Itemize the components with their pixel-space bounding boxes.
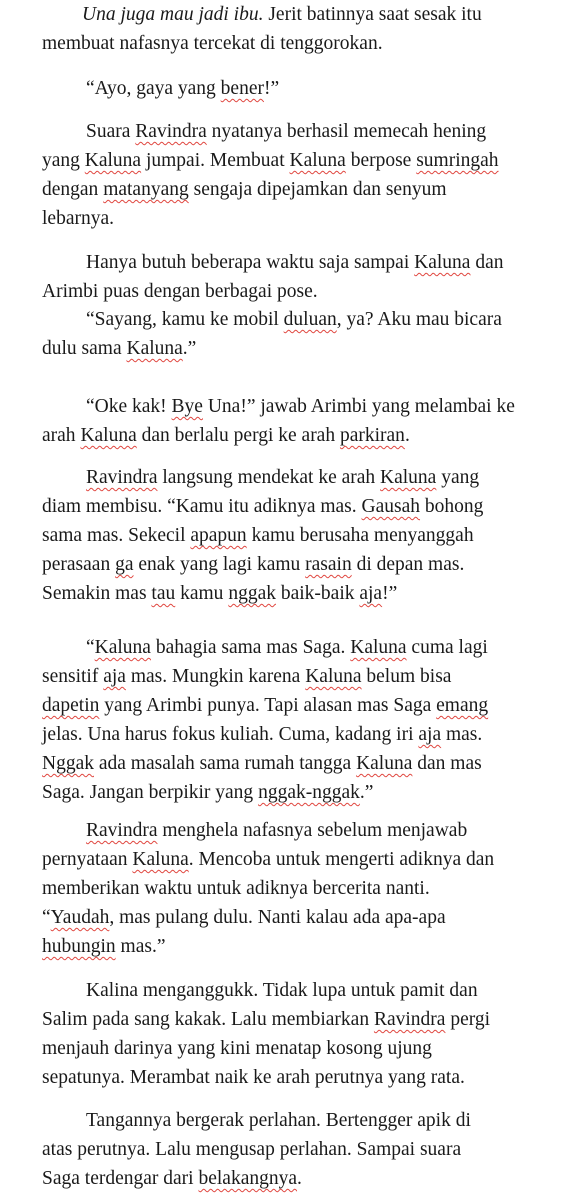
spellcheck-flagged-word: tau xyxy=(151,583,176,604)
text-run: dan mas xyxy=(412,753,482,774)
text-line xyxy=(42,633,488,662)
text-run: perasaan xyxy=(42,554,116,575)
spellcheck-flagged-word: Kaluna xyxy=(380,467,437,488)
text-line xyxy=(42,1034,490,1063)
text-line xyxy=(42,463,483,492)
text-run: dengan xyxy=(42,179,104,200)
text-line xyxy=(42,816,494,845)
paragraph xyxy=(42,1106,471,1193)
text-run: menghela nafasnya sebelum menjawab xyxy=(157,820,468,841)
text-run: Kalina menganggukk. Tidak lupa untuk pamit dan xyxy=(86,980,478,1001)
spellcheck-flagged-word: Gausah xyxy=(361,496,421,517)
text-run: kamu xyxy=(175,583,229,604)
text-run: “Oke kak! xyxy=(86,396,172,417)
paragraph xyxy=(42,248,503,306)
spellcheck-flagged-word: Ravindra xyxy=(373,1009,446,1030)
text-line xyxy=(42,29,482,58)
paragraph xyxy=(42,392,515,450)
text-run: dulu sama xyxy=(42,338,127,359)
text-line xyxy=(42,1063,490,1092)
spellcheck-flagged-word: emang xyxy=(436,695,489,716)
text-line xyxy=(42,492,483,521)
text-run: baik-baik xyxy=(275,583,360,604)
spellcheck-flagged-word: ga xyxy=(115,554,134,575)
text-run: Una juga mau jadi ibu. xyxy=(82,4,264,25)
paragraph xyxy=(42,74,279,103)
spellcheck-flagged-word: Kaluna xyxy=(414,252,471,273)
spellcheck-flagged-word: Kaluna xyxy=(84,150,142,171)
paragraph xyxy=(42,976,490,1092)
spellcheck-flagged-word: Kaluna xyxy=(305,666,362,687)
spellcheck-flagged-word: Kaluna xyxy=(289,150,346,171)
spellcheck-flagged-word: aja xyxy=(359,583,383,604)
text-line xyxy=(42,932,494,961)
spellcheck-flagged-word: Nggak xyxy=(42,753,94,774)
spellcheck-flagged-word: matanyang xyxy=(103,179,189,200)
text-line xyxy=(42,334,502,363)
text-run: Saga terdengar dari xyxy=(42,1168,199,1189)
text-run: bahagia sama mas Saga. xyxy=(150,637,351,658)
text-run: .” xyxy=(182,338,197,359)
spellcheck-flagged-word: sumringah xyxy=(416,150,499,171)
spellcheck-flagged-word: aja xyxy=(418,724,442,745)
text-line xyxy=(42,579,483,608)
text-line xyxy=(42,421,515,450)
text-run: ada masalah sama rumah tangga xyxy=(94,753,357,774)
text-line xyxy=(42,1164,471,1193)
text-run: jelas. Una harus fokus kuliah. Cuma, kadang iri xyxy=(42,724,419,745)
text-run: berpose xyxy=(345,150,417,171)
text-run: sengaja dipejamkan dan senyum xyxy=(188,179,447,200)
text-run: kamu berusaha menyanggah xyxy=(246,525,474,546)
text-run: Semakin mas xyxy=(42,583,152,604)
text-run: Arimbi puas dengan berbagai pose. xyxy=(42,281,318,302)
text-line xyxy=(42,1135,471,1164)
paragraph xyxy=(42,816,494,961)
text-run: dan xyxy=(470,252,504,273)
text-line xyxy=(42,1106,471,1135)
text-line xyxy=(42,662,488,691)
spellcheck-flagged-word: Ravindra xyxy=(86,467,158,488)
spellcheck-flagged-word: duluan xyxy=(283,309,337,330)
text-run: , ya? Aku mau bicara xyxy=(336,309,502,330)
text-run: diam membisu. “Kamu itu adiknya mas. xyxy=(42,496,362,517)
spellcheck-flagged-word: Kaluna xyxy=(350,637,407,658)
text-line xyxy=(42,720,488,749)
spellcheck-flagged-word: Kaluna xyxy=(94,637,151,658)
spellcheck-flagged-word: dapetin xyxy=(42,695,100,716)
text-run: “Ayo, gaya yang xyxy=(86,78,221,99)
text-run: Saga. Jangan berpikir yang xyxy=(42,782,259,803)
text-run: . xyxy=(297,1168,302,1189)
text-run: . xyxy=(404,425,410,446)
text-run: Suara xyxy=(86,121,136,142)
text-line xyxy=(42,903,494,932)
spellcheck-flagged-word: parkiran xyxy=(339,425,405,446)
text-run: !” xyxy=(263,78,280,99)
text-line xyxy=(42,778,488,807)
paragraph xyxy=(42,463,483,608)
text-run: membuat nafasnya tercekat di tenggorokan. xyxy=(42,33,383,54)
text-run: Hanya butuh beberapa waktu saja sampai xyxy=(86,252,415,273)
text-run: Jerit batinnya saat sesak itu xyxy=(263,4,482,25)
text-run: pernyataan xyxy=(42,849,133,870)
spellcheck-flagged-word: Bye xyxy=(171,396,203,417)
paragraph xyxy=(42,305,502,363)
spellcheck-flagged-word: bener xyxy=(220,78,264,99)
text-run: lebarnya. xyxy=(42,208,115,229)
spellcheck-flagged-word: rasain xyxy=(305,554,352,575)
spellcheck-flagged-word: Kaluna xyxy=(126,338,183,359)
text-run: “Sayang, kamu ke mobil xyxy=(86,309,284,330)
text-run: enak yang lagi kamu xyxy=(133,554,306,575)
text-line xyxy=(42,204,499,233)
text-run: sensitif xyxy=(42,666,104,687)
spellcheck-flagged-word: Kaluna xyxy=(356,753,413,774)
text-line xyxy=(42,277,503,306)
text-run: Una!” jawab Arimbi yang melambai ke xyxy=(202,396,515,417)
spellcheck-flagged-word: Ravindra xyxy=(86,820,158,841)
text-run: dan berlalu pergi ke arah xyxy=(136,425,340,446)
spellcheck-flagged-word: hubungin xyxy=(42,936,116,957)
text-run: atas perutnya. Lalu mengusap perlahan. Sampai suara xyxy=(42,1139,462,1160)
text-run: belum bisa xyxy=(361,666,452,687)
text-run: mas.” xyxy=(115,936,166,957)
text-run: bohong xyxy=(420,496,484,517)
text-run: . Mencoba untuk mengerti adiknya dan xyxy=(188,849,495,870)
text-run: arah xyxy=(42,425,81,446)
text-run: yang Arimbi punya. Tapi alasan mas Saga xyxy=(99,695,437,716)
text-line xyxy=(42,146,499,175)
spellcheck-flagged-word: Yaudah xyxy=(50,907,110,928)
text-run: “ xyxy=(42,907,51,928)
spellcheck-flagged-word: belakangnya xyxy=(198,1168,298,1189)
text-run: menjauh darinya yang kini menatap kosong ujung xyxy=(42,1038,432,1059)
text-run: , mas pulang dulu. Nanti kalau ada apa-apa xyxy=(109,907,446,928)
text-run: langsung mendekat ke arah xyxy=(157,467,381,488)
paragraph xyxy=(42,0,482,58)
text-line xyxy=(42,305,502,334)
text-line xyxy=(42,845,494,874)
text-line xyxy=(42,175,499,204)
text-run: mas. Mungkin karena xyxy=(125,666,306,687)
text-line xyxy=(42,691,488,720)
text-run: sama mas. Sekecil xyxy=(42,525,191,546)
text-line xyxy=(42,1005,490,1034)
text-run: di depan mas. xyxy=(351,554,465,575)
text-line xyxy=(42,0,482,29)
text-run: nyatanya berhasil memecah hening xyxy=(206,121,487,142)
text-line xyxy=(42,749,488,778)
text-line xyxy=(42,392,515,421)
text-run: “ xyxy=(86,637,95,658)
text-run: sepatunya. Merambat naik ke arah perutnya yang rata. xyxy=(42,1067,465,1088)
spellcheck-flagged-word: nggak-nggak xyxy=(258,782,360,803)
paragraph xyxy=(42,633,488,807)
text-run: cuma lagi xyxy=(406,637,488,658)
text-run: pergi xyxy=(445,1009,491,1030)
text-line xyxy=(42,550,483,579)
text-line xyxy=(42,74,279,103)
text-run: yang xyxy=(436,467,480,488)
spellcheck-flagged-word: Ravindra xyxy=(135,121,207,142)
text-run: memberikan waktu untuk adiknya bercerita nanti. xyxy=(42,878,430,899)
text-line xyxy=(42,117,499,146)
spellcheck-flagged-word: Kaluna xyxy=(80,425,137,446)
spellcheck-flagged-word: Kaluna xyxy=(132,849,189,870)
paragraph xyxy=(42,117,499,233)
spellcheck-flagged-word: apapun xyxy=(190,525,247,546)
text-run: mas. xyxy=(441,724,483,745)
text-run: yang xyxy=(42,150,85,171)
text-line xyxy=(42,976,490,1005)
text-line xyxy=(42,874,494,903)
text-run: !” xyxy=(382,583,398,604)
text-run: jumpai. Membuat xyxy=(141,150,290,171)
text-line xyxy=(42,521,483,550)
text-line xyxy=(42,248,503,277)
text-run: Salim pada sang kakak. Lalu membiarkan xyxy=(42,1009,374,1030)
spellcheck-flagged-word: aja xyxy=(103,666,126,687)
spellcheck-flagged-word: nggak xyxy=(228,583,276,604)
text-run: .” xyxy=(359,782,374,803)
text-run: Tangannya bergerak perlahan. Bertengger apik di xyxy=(86,1110,471,1131)
